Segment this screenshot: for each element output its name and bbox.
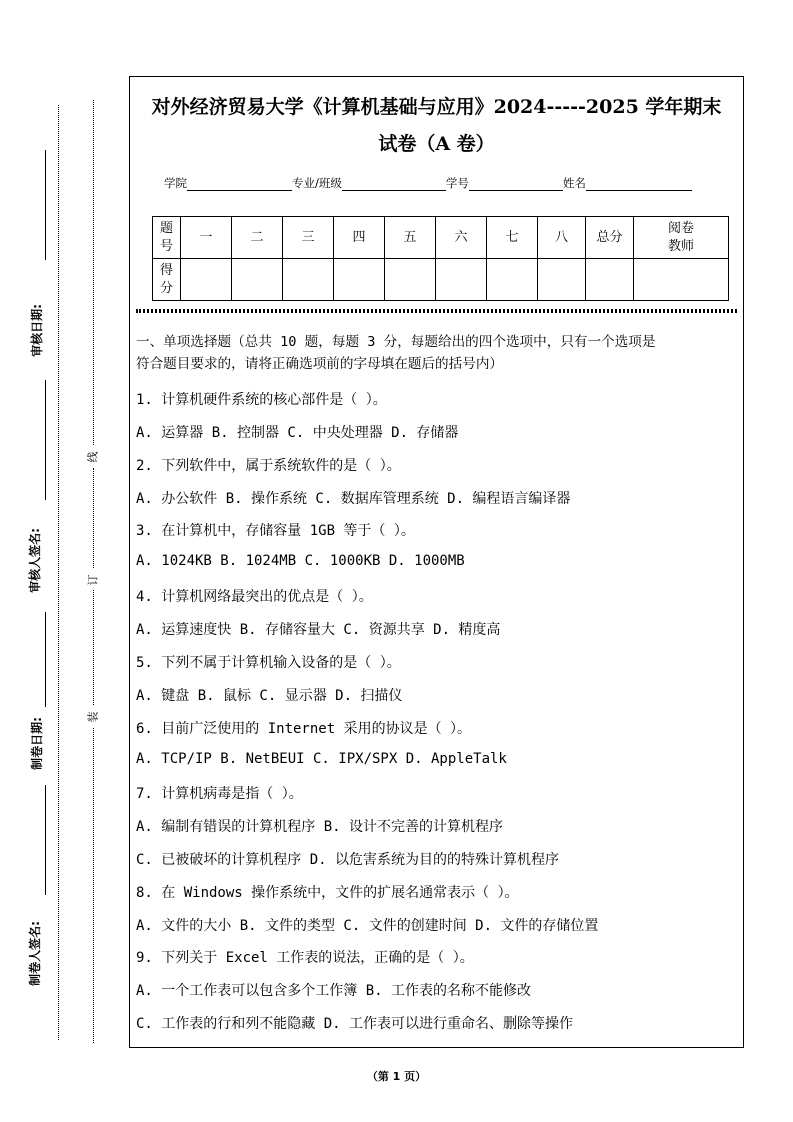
score-cell[interactable] [436, 259, 487, 301]
score-column-header: 三 [283, 217, 334, 259]
section-1-heading-line1: 一、单项选择题（总共 10 题，每题 3 分，每题给出的四个选项中，只有一个选项是 [136, 334, 656, 350]
question-line: 4. 计算机网络最突出的优点是（ ）。 [136, 589, 373, 605]
reviewer-signature-label: 审核人签名: [27, 528, 42, 593]
review-date-label: 审核日期: [29, 304, 44, 357]
question-line: 6. 目前广泛使用的 Internet 采用的协议是（ ）。 [136, 721, 472, 737]
option-line: A. 1024KB B. 1024MB C. 1000KB D. 1000MB [136, 553, 465, 569]
question-line: 5. 下列不属于计算机输入设备的是（ ）。 [136, 655, 401, 671]
option-line: C. 工作表的行和列不能隐藏 D. 工作表可以进行重命名、删除等操作 [136, 1016, 573, 1032]
score-cell[interactable] [385, 259, 436, 301]
college-field[interactable] [187, 178, 292, 191]
score-column-header: 七 [487, 217, 538, 259]
college-label: 学院 [164, 176, 187, 190]
score-column-header: 六 [436, 217, 487, 259]
score-cell[interactable] [538, 259, 586, 301]
maker-signature-label: 制卷人签名: [27, 921, 42, 986]
section-1-heading-line2: 符合题目要求的，请将正确选项前的字母填在题后的括号内） [136, 356, 504, 372]
margin-signature-line [45, 785, 46, 895]
margin-signature-line [45, 612, 46, 707]
exam-title-line1: 对外经济贸易大学《计算机基础与应用》2024-----2025 学年期末 [151, 96, 722, 118]
score-cell[interactable] [232, 259, 283, 301]
exam-frame [129, 76, 744, 1048]
option-line: A. 运算器 B. 控制器 C. 中央处理器 D. 存储器 [136, 425, 459, 441]
score-table [152, 216, 729, 301]
score-cell[interactable] [181, 259, 232, 301]
score-table-header-row [153, 217, 729, 259]
option-line: A. 文件的大小 B. 文件的类型 C. 文件的创建时间 D. 文件的存储位置 [136, 918, 599, 934]
margin-signature-line [45, 150, 46, 260]
score-column-header: 二 [232, 217, 283, 259]
maker-date-label: 制卷日期: [29, 717, 44, 770]
binding-mark-line: 线 [86, 451, 100, 463]
question-number-label: 题 号 [153, 217, 181, 259]
option-line: A. 一个工作表可以包含多个工作簿 B. 工作表的名称不能修改 [136, 983, 531, 999]
student-info-row [164, 175, 692, 191]
binding-dotted-line [93, 590, 94, 705]
grader-cell[interactable] [634, 259, 729, 301]
major-class-label: 专业/班级 [292, 176, 342, 190]
exam-title-line2: 试卷（A 卷） [378, 133, 495, 155]
question-line: 3. 在计算机中，存储容量 1GB 等于（ ）。 [136, 523, 415, 539]
binding-dotted-line [93, 100, 94, 445]
binding-dotted-line [93, 468, 94, 568]
binding-dotted-line [93, 728, 94, 1043]
score-column-header: 八 [538, 217, 586, 259]
score-table-score-row [153, 259, 729, 301]
score-column-header: 一 [181, 217, 232, 259]
option-line: A. TCP/IP B. NetBEUI C. IPX/SPX D. AppleTalk [136, 751, 507, 767]
question-line: 1. 计算机硬件系统的核心部件是（ ）。 [136, 392, 387, 408]
binding-mark-install: 装 [86, 711, 100, 723]
margin-dotted-line [58, 105, 59, 1040]
total-score-cell[interactable] [586, 259, 634, 301]
option-line: A. 办公软件 B. 操作系统 C. 数据库管理系统 D. 编程语言编译器 [136, 491, 571, 507]
score-cell[interactable] [283, 259, 334, 301]
question-line: 9. 下列关于 Excel 工作表的说法，正确的是（ ）。 [136, 950, 474, 966]
option-line: A. 键盘 B. 鼠标 C. 显示器 D. 扫描仪 [136, 688, 403, 704]
dotted-separator [136, 309, 737, 313]
section-1 [136, 331, 741, 1032]
score-label: 得 分 [153, 259, 181, 301]
student-id-label: 学号 [445, 176, 469, 190]
question-line: 7. 计算机病毒是指（ ）。 [136, 786, 303, 802]
question-line: 2. 下列软件中，属于系统软件的是（ ）。 [136, 458, 401, 474]
score-column-header: 四 [334, 217, 385, 259]
margin-signature-line [45, 380, 46, 500]
total-score-header: 总分 [586, 217, 634, 259]
option-line: C. 已被破坏的计算机程序 D. 以危害系统为目的的特殊计算机程序 [136, 852, 559, 868]
major-class-field[interactable] [342, 178, 446, 191]
grader-header: 阅卷 教师 [634, 217, 729, 259]
option-line: A. 运算速度快 B. 存储容量大 C. 资源共享 D. 精度高 [136, 622, 501, 638]
name-field[interactable] [586, 178, 692, 191]
score-cell[interactable] [487, 259, 538, 301]
question-line: 8. 在 Windows 操作系统中，文件的扩展名通常表示（ ）。 [136, 885, 519, 901]
binding-mark-bind: 订 [86, 574, 100, 586]
option-line: A. 编制有错误的计算机程序 B. 设计不完善的计算机程序 [136, 819, 503, 835]
score-column-header: 五 [385, 217, 436, 259]
name-label: 姓名 [562, 176, 586, 190]
student-id-field[interactable] [469, 178, 563, 191]
score-cell[interactable] [334, 259, 385, 301]
page-number: （第 1 页） [366, 1070, 427, 1083]
